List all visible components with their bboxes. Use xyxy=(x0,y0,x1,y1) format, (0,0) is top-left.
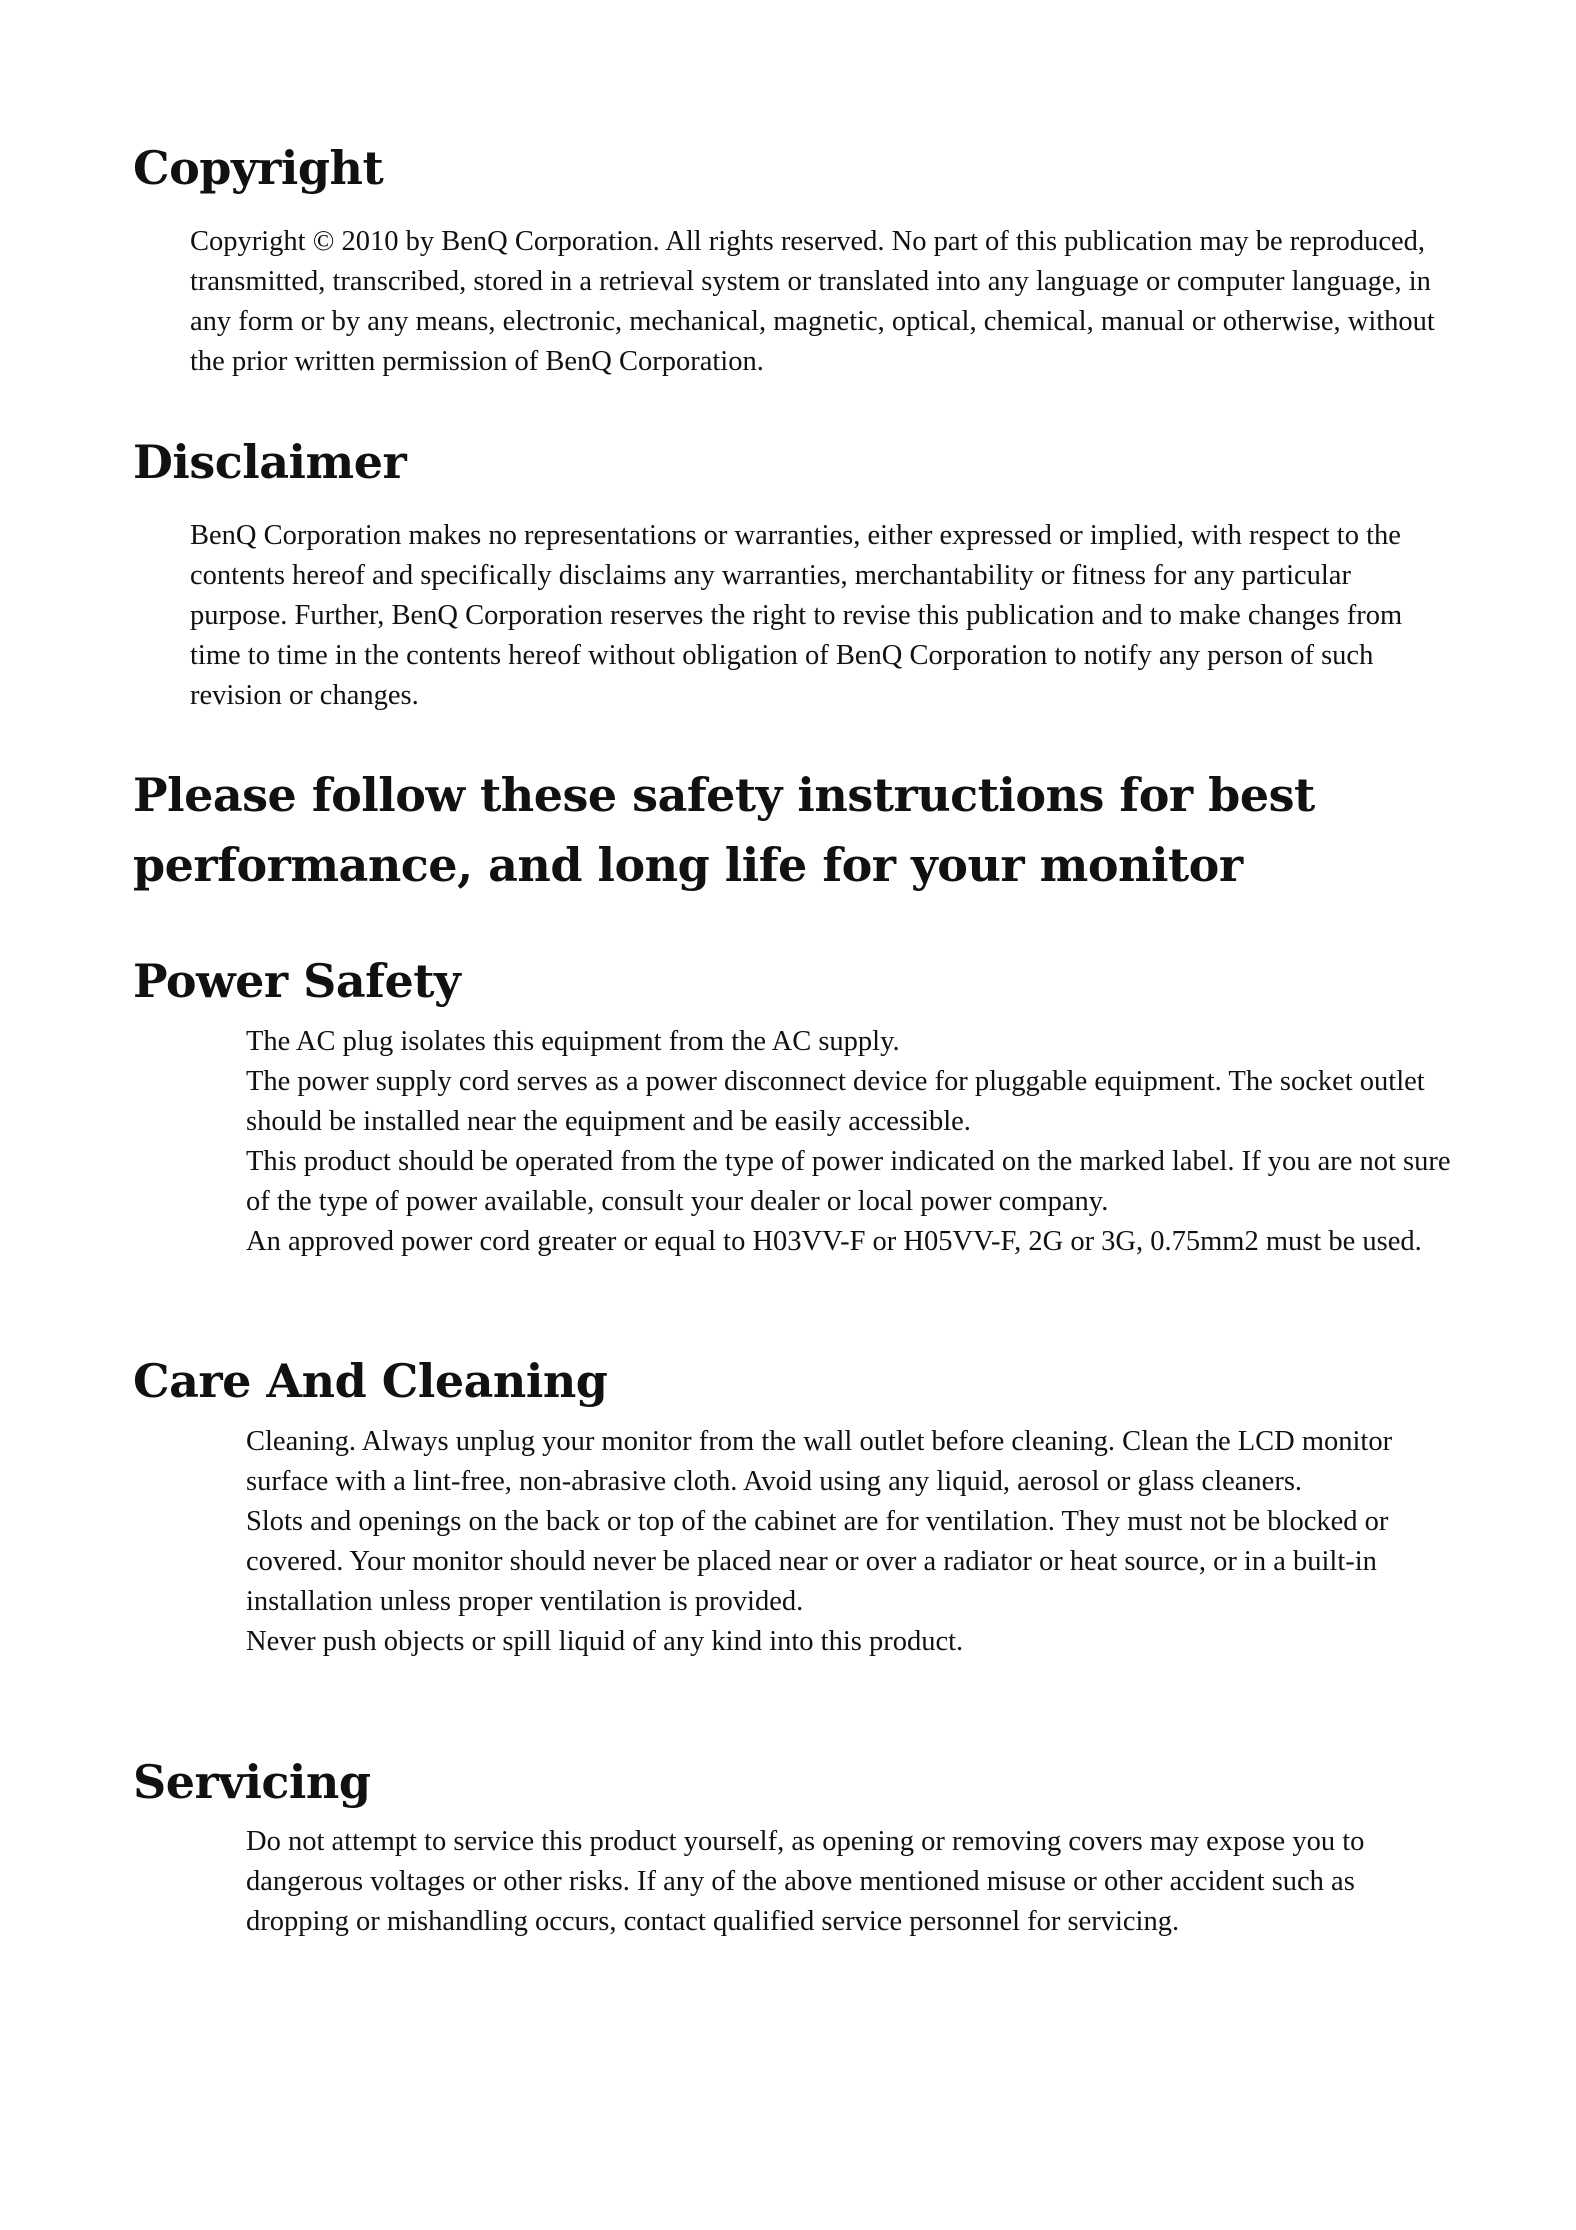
heading-power-safety: Power Safety xyxy=(133,954,461,1008)
disclaimer-paragraph: BenQ Corporation makes no representations or warranties, either expressed or implied, with respect to the contents hereof and specifically disclaims any warranties, merchantability or fitness for any particular purpose. Further, BenQ Corporation reserves the right to revise this publication and to make changes from time to time in the contents hereof without obligation of BenQ Corporation to notify any person of such revision or changes. xyxy=(190,520,1403,711)
heading-copyright: Copyright xyxy=(133,141,384,195)
power-safety-body xyxy=(246,1022,1456,1262)
power-safety-paragraph: The AC plug isolates this equipment from the AC supply. xyxy=(246,1026,900,1057)
heading-safety-intro: Please follow these safety instructions for best performance, and long life for your monitor xyxy=(133,768,1315,892)
copyright-paragraph: Copyright © 2010 by BenQ Corporation. All rights reserved. No part of this publication may be reproduced, transmitted, transcribed, stored in a retrieval system or translated into any language or computer language, in any form or by any means, electronic, mechanical, magnetic, optical, chemical, manual or otherwise, without the prior written permission of BenQ Corporation. xyxy=(190,226,1435,377)
servicing-paragraph: Do not attempt to service this product yourself, as opening or removing covers may expose you to dangerous voltages or other risks. If any of the above mentioned misuse or other accident such as dropping or mishandling occurs, contact qualified service personnel for servicing. xyxy=(246,1826,1365,1937)
care-cleaning-paragraph: Slots and openings on the back or top of the cabinet are for ventilation. They must not be blocked or covered. Your monitor should never be placed near or over a radiator or heat source, or in a built-in installation unless proper ventilation is provided. xyxy=(246,1506,1389,1617)
care-cleaning-body xyxy=(246,1422,1456,1662)
power-safety-paragraph: An approved power cord greater or equal to H03VV-F or H05VV-F, 2G or 3G, 0.75mm2 must be used. xyxy=(246,1226,1422,1257)
care-cleaning-paragraph: Never push objects or spill liquid of any kind into this product. xyxy=(246,1626,964,1657)
care-cleaning-paragraph: Cleaning. Always unplug your monitor from the wall outlet before cleaning. Clean the LCD monitor surface with a lint-free, non-abrasive cloth. Avoid using any liquid, aerosol or glass cleaners. xyxy=(246,1426,1393,1497)
copyright-body xyxy=(190,222,1450,382)
servicing-body xyxy=(246,1822,1456,1942)
heading-servicing: Servicing xyxy=(133,1755,371,1809)
heading-care-cleaning: Care And Cleaning xyxy=(133,1354,608,1408)
power-safety-paragraph: This product should be operated from the type of power indicated on the marked label. If you are not sure of the type of power available, consult your dealer or local power company. xyxy=(246,1146,1451,1217)
heading-disclaimer: Disclaimer xyxy=(133,435,407,489)
power-safety-paragraph: The power supply cord serves as a power disconnect device for pluggable equipment. The socket outlet should be installed near the equipment and be easily accessible. xyxy=(246,1066,1425,1137)
disclaimer-body xyxy=(190,516,1450,716)
